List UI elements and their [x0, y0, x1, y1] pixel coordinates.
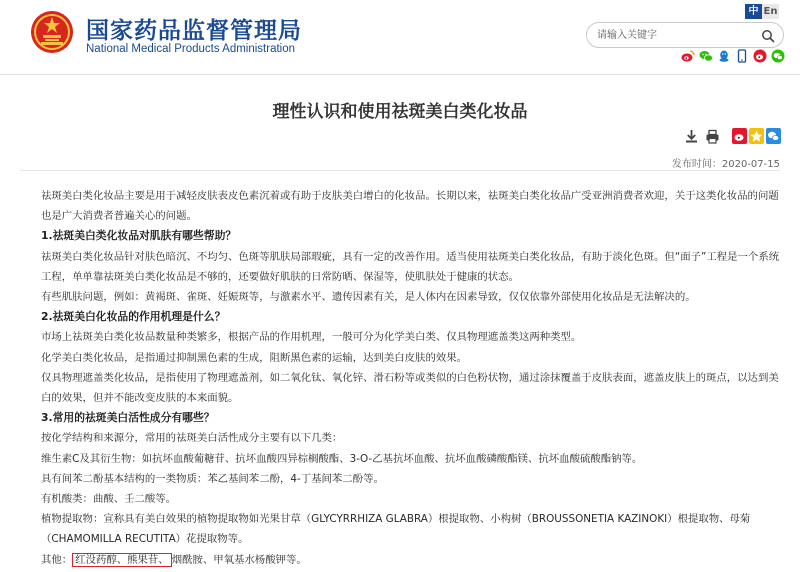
site-subtitle: National Medical Products Administration — [86, 43, 296, 55]
lang-zh-button[interactable]: 中 — [745, 4, 762, 19]
highlighted-ingredients: 红没药醇、熊果苷、 — [72, 553, 172, 567]
answer-2-paragraph-1: 市场上祛斑美白类化妆品数量种类繁多，根据产品的作用机理，一般可分为化学美白类、仅具物理遮盖类这两种类型。 — [41, 331, 582, 344]
lang-en-button[interactable]: En — [763, 6, 778, 17]
article-title: 理性认识和使用祛斑美白类化妆品 — [272, 102, 528, 122]
answer-2-paragraph-3: 仅具物理遮盖类化妆品，是指使用了物理遮盖剂，如二氧化钛、氧化锌、滑石粉等或类似的白色粉状物，通过涂抹覆盖于皮肤表面，遮盖皮肤上的斑点，以达到美白的效果，但并不能改变皮肤的本来面貌。 — [41, 371, 779, 405]
answer-3-paragraph-5: 植物提取物：宣称具有美白效果的植物提取物如光果甘草（GLYCYRRHIZA GLABRA）根提取物、小构树（BROUSSONETIA KAZINOKI）根提取物、母菊（CHAMOMILLA RECUTITA）花提取物等。 — [41, 513, 751, 546]
question-3-heading: 3.常用的祛斑美白活性成分有哪些？ — [41, 411, 215, 425]
wechat-icon[interactable] — [699, 49, 713, 63]
answer-3-paragraph-2: 维生素C及其衍生物：如抗坏血酸葡糖苷、抗坏血酸四异棕榈酸酯、3-O-乙基抗坏血酸、抗坏血酸磷酸酯镁、抗坏血酸硫酸酯钠等。 — [41, 452, 643, 465]
site-title[interactable]: 国家药品监督管理局 — [86, 18, 302, 44]
site-header — [0, 0, 800, 74]
question-2-heading: 2.祛斑美白化妆品的作用机理是什么？ — [41, 310, 226, 324]
share-links — [732, 128, 781, 144]
intro-paragraph: 祛斑美白类化妆品主要是用于减轻皮肤表皮色素沉着或有助于皮肤美白增白的化妆品。长期以来，祛斑美白类化妆品广受亚洲消费者欢迎，关于这类化妆品的问题也是广大消费者普遍关心的问题。 — [41, 190, 779, 223]
publish-date: 发布时间：2020-07-15 — [671, 159, 780, 170]
national-emblem-icon[interactable] — [30, 10, 74, 54]
header-divider — [0, 74, 800, 75]
answer-3-paragraph-4: 有机酸类：曲酸、壬二酸等。 — [41, 493, 177, 506]
weibo-share-icon[interactable] — [732, 128, 747, 144]
wechat-official-icon[interactable] — [771, 49, 785, 63]
article-body — [41, 186, 786, 570]
weibo-icon[interactable] — [681, 49, 695, 63]
mobile-icon[interactable] — [735, 49, 749, 63]
answer-2-paragraph-2: 化学美白类化妆品，是指通过抑制黑色素的生成，阻断黑色素的运输，达到美白皮肤的效果。 — [41, 351, 468, 364]
answer-3-paragraph-1: 按化学结构和来源分，常用的祛斑美白活性成分主要有以下几类： — [41, 432, 343, 445]
question-1-heading: 1.祛斑美白类化妆品对肌肤有哪些帮助？ — [41, 229, 237, 243]
answer-1-paragraph-1: 祛斑美白类化妆品针对肤色暗沉、不均匀、色斑等肌肤局部瑕疵，具有一定的改善作用。适当使用祛斑美白类化妆品，有助于淡化色斑。但“面子”工程是一个系统工程，单单靠祛斑美白类化妆品是不够的，还要做好肌肤的日常防晒、保湿等，使肌肤处于健康的状态。 — [41, 250, 780, 283]
weibo-follow-icon[interactable] — [753, 49, 767, 63]
article-divider — [20, 170, 780, 171]
other-prefix: 其他： — [41, 553, 73, 566]
search-box — [586, 22, 784, 48]
search-icon[interactable] — [761, 29, 775, 43]
search-input[interactable] — [597, 27, 757, 44]
qzone-share-icon[interactable] — [749, 128, 764, 144]
print-icon[interactable] — [705, 129, 720, 144]
wechat-share-icon[interactable] — [766, 128, 781, 144]
answer-3-paragraph-3: 具有间苯二酚基本结构的一类物质：苯乙基间苯二酚，4-丁基间苯二酚等。 — [41, 472, 384, 485]
answer-1-paragraph-2: 有些肌肤问题，例如：黄褐斑、雀斑、妊娠斑等，与激素水平、遗传因素有关，是人体内在因素导致，仅仅依靠外部使用化妆品是无法解决的。 — [41, 291, 696, 304]
other-suffix: 烟酰胺、甲氧基水杨酸钾等。 — [171, 553, 307, 566]
language-toggle — [745, 4, 779, 19]
qq-icon[interactable] — [717, 49, 731, 63]
download-icon[interactable] — [684, 129, 699, 144]
answer-3-paragraph-6 — [41, 550, 786, 570]
social-links — [681, 49, 785, 63]
article-tools — [684, 129, 720, 144]
